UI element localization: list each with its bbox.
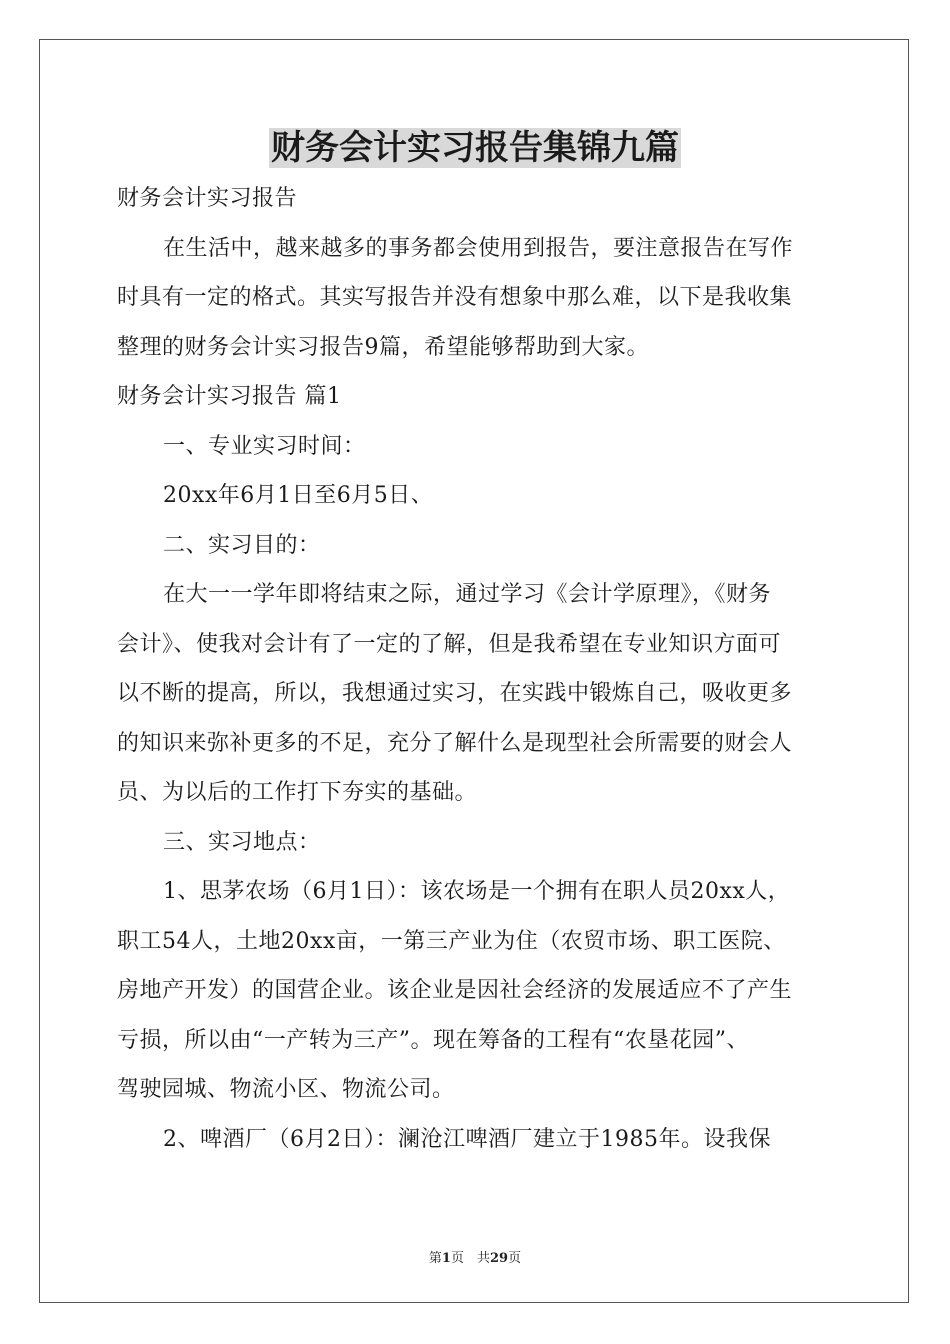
footer-current-page: 1 xyxy=(441,1251,451,1266)
body-line: 1、思茅农场（6月1日）：该农场是一个拥有在职人员20xx人， xyxy=(163,879,791,904)
body-line: 二、实习目的： xyxy=(163,532,321,558)
body-line: 员、为以后的工作打下夯实的基础。 xyxy=(117,780,478,805)
document-title: 财务会计实习报告集锦九篇 xyxy=(271,128,679,168)
document-body xyxy=(117,177,839,1167)
body-line: 亏损，所以由“一产转为三产”。现在筹备的工程有“农垦花园”、 xyxy=(117,1027,749,1053)
body-line: 2、啤酒厂（6月2日）：澜沧江啤酒厂建立于1985年。设我保 xyxy=(163,1126,771,1152)
body-line: 财务会计实习报告 篇1 xyxy=(117,384,342,409)
body-line: 房地产开发）的国营企业。该企业是因社会经济的发展适应不了产生 xyxy=(117,978,793,1003)
body-line: 三、实习地点： xyxy=(163,829,321,855)
body-line: 职工54人，土地20xx亩，一第三产业为住（农贸市场、职工医院、 xyxy=(117,928,786,954)
body-line: 会计》、使我对会计有了一定的了解，但是我希望在专业知识方面可 xyxy=(117,631,782,657)
body-line: 驾驶园城、物流小区、物流公司。 xyxy=(117,1077,455,1102)
body-line: 20xx年6月1日至6月5日、 xyxy=(163,483,434,508)
footer-total-pages: 29 xyxy=(489,1251,509,1266)
body-line: 在大一一学年即将结束之际，通过学习《会计学原理》，《财务 xyxy=(163,582,772,607)
body-line: 财务会计实习报告 xyxy=(117,186,298,211)
body-line: 整理的财务会计实习报告9篇，希望能够帮助到大家。 xyxy=(117,334,649,360)
footer-prefix: 第 xyxy=(428,1251,442,1266)
footer-suffix: 页 xyxy=(508,1251,522,1266)
body-line: 以不断的提高，所以，我想通过实习，在实践中锻炼自己，吸收更多 xyxy=(117,681,793,706)
body-line: 时具有一定的格式。其实写报告并没有想象中那么难，以下是我收集 xyxy=(117,285,793,310)
page-footer xyxy=(0,1247,950,1266)
document-title-wrap xyxy=(0,126,950,170)
body-line: 的知识来弥补更多的不足，充分了解什么是现型社会所需要的财会人 xyxy=(117,730,793,756)
footer-mid: 页 共 xyxy=(450,1251,490,1266)
body-line: 在生活中，越来越多的事务都会使用到报告，要注意报告在写作 xyxy=(163,235,794,261)
body-line: 一、专业实习时间： xyxy=(163,433,366,459)
